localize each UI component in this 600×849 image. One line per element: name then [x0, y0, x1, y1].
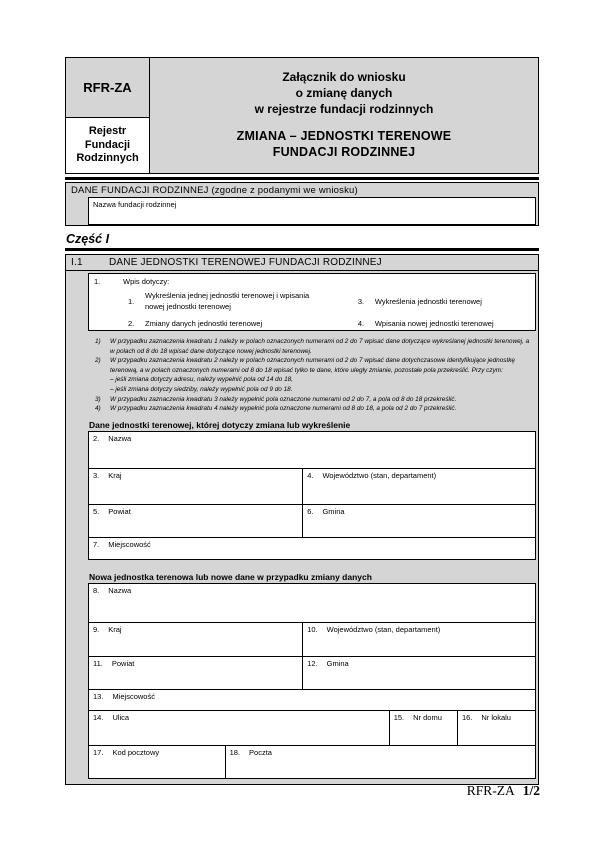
field-13-miejscowosc[interactable] [89, 690, 535, 710]
footnote-3 [95, 395, 532, 405]
registry-name: Rejestr Fundacji Rodzinnych [66, 118, 149, 173]
option-2-label: Zmiany danych jednostki terenowej [145, 318, 263, 328]
field-15-number: 15. [393, 712, 405, 722]
option-4-label: Wpisania nowej jednostki terenowej [374, 318, 494, 328]
attachment-title [255, 70, 434, 117]
field-13-number: 13. [93, 691, 104, 701]
field-13-label: Miejscowość [112, 691, 155, 701]
section-i1-body [66, 271, 538, 779]
field-5-label: Powiat [108, 506, 131, 516]
field-2-nazwa[interactable] [89, 432, 535, 468]
field-3-number: 3. [93, 470, 100, 480]
field-9-kraj[interactable] [89, 623, 302, 656]
footnote-2-number: 2) [95, 357, 101, 365]
footnote-3-number: 3) [95, 395, 101, 403]
field-9-number: 9. [93, 624, 100, 634]
new-unit-fields-table [88, 583, 536, 779]
foundation-name-label: Nazwa fundacji rodzinnej [93, 200, 177, 209]
foundation-name-field[interactable] [88, 197, 536, 225]
footer-form-code: RFR-ZA [466, 783, 515, 798]
field-16-nr-lokalu[interactable] [457, 711, 535, 745]
attachment-title-line1: Załącznik do wniosku [282, 70, 406, 85]
page-footer [0, 783, 600, 799]
footnote-2 [95, 356, 532, 394]
field-16-number: 16. [461, 712, 473, 722]
entry-type-option-2[interactable] [89, 318, 330, 329]
field-8-label: Nazwa [108, 585, 132, 595]
form-header-titles [150, 58, 538, 173]
section-i1-title: DANE JEDNOSTKI TERENOWEJ FUNDACJI RODZINNEJ [109, 257, 382, 268]
field-12-gmina[interactable] [302, 657, 535, 689]
field-12-label: Gmina [326, 658, 349, 668]
field-1-number: 1. [94, 277, 101, 286]
field-14-ulica[interactable] [89, 711, 389, 745]
field-2-number: 2. [93, 433, 100, 443]
subsection-new-heading: Nowa jednostka terenowa lub nowe dane w przypadku zmiany danych [89, 571, 372, 582]
field-7-miejscowosc[interactable] [89, 538, 535, 559]
section-i1-number: I.1 [71, 257, 83, 268]
double-rule-top [65, 177, 539, 180]
field-18-poczta[interactable] [225, 746, 535, 778]
double-rule-part [65, 248, 539, 251]
attachment-title-line3: w rejestrze fundacji rodzinnych [254, 101, 434, 116]
field-15-nr-domu[interactable] [389, 711, 457, 745]
footnote-2-subitem-2: – jeśli zmiana dotyczy siedziby, należy wypełnić pola od 9 do 18. [110, 386, 293, 394]
field-4-number: 4. [307, 470, 314, 480]
foundation-data-section [65, 182, 539, 226]
field-2-label: Nazwa [108, 433, 132, 443]
field-11-number: 11. [93, 658, 103, 668]
option-1-label: Wykreślenia jednej jednostki terenowej i wpisania nowej jednostki terenowej [145, 291, 310, 312]
option-3-number: 3. [357, 296, 365, 306]
section-i1-header [66, 255, 538, 271]
field-5-powiat[interactable] [89, 505, 302, 537]
option-2-number: 2. [128, 318, 135, 328]
field-1-label-row [89, 274, 535, 286]
old-unit-fields-table [88, 431, 536, 560]
entry-type-option-3[interactable] [330, 290, 535, 313]
foundation-section-title: DANE FUNDACJI RODZINNEJ (zgodne z podanymi we wniosku) [71, 185, 358, 196]
field-6-number: 6. [307, 506, 314, 516]
field-7-label: Miejscowość [108, 539, 151, 549]
footnote-1-number: 1) [95, 338, 101, 345]
entry-type-options-row1 [89, 290, 535, 313]
field-3-kraj[interactable] [89, 469, 302, 504]
form-title [237, 128, 452, 161]
field-16-label: Nr lokalu [481, 712, 511, 722]
field-6-gmina[interactable] [302, 505, 535, 537]
footnote-4-text: W przypadku zaznaczenia kwadratu 4 należy wypełnić pola oznaczone numerami od 8 do 18, a pola od 2 do 7 przekreślić. [110, 405, 457, 413]
field-10-number: 10. [307, 624, 318, 634]
attachment-title-line2: o zmianę danych [295, 85, 393, 100]
rfr-za-form [65, 57, 539, 785]
field-18-label: Poczta [249, 747, 272, 757]
form-title-line1: ZMIANA – JEDNOSTKI TERENOWE [236, 129, 452, 144]
form-header-left [66, 58, 150, 173]
form-header [65, 57, 539, 174]
field-10-wojewodztwo[interactable] [302, 623, 535, 656]
field-4-wojewodztwo[interactable] [302, 469, 535, 504]
entry-type-option-1[interactable] [89, 290, 330, 313]
section-i1 [65, 254, 539, 785]
footnote-2-text: W przypadku zaznaczenia kwadratu 2 należy w polach oznaczonych numerami od 2 do 7 wpisać dane dotychczasowe identyfikujące jednostkę terenową, a w polach oznaczonych numerami od 8 do 18 wpisać tylko te dane, które uległy zmianie, pozostałe pola przekreślić. Przy czym: [110, 357, 515, 374]
field-5-number: 5. [93, 506, 100, 516]
footnote-3-text: W przypadku zaznaczenia kwadratu 3 należy wypełnić pola oznaczone numerami od 2 do 7, a pola od 8 do 18 przekreślić. [110, 395, 457, 403]
field-12-number: 12. [307, 658, 318, 668]
option-4-number: 4. [357, 318, 365, 328]
field-11-label: Powiat [111, 658, 135, 668]
entry-type-option-4[interactable] [330, 318, 535, 329]
option-3-label: Wykreślenia jednostki terenowej [374, 296, 482, 306]
field-9-label: Kraj [108, 624, 122, 634]
entry-type-options-row2 [89, 318, 535, 329]
field-1-label: Wpis dotyczy: [123, 277, 170, 286]
footnote-4-number: 4) [95, 405, 101, 413]
field-3-label: Kraj [108, 470, 122, 480]
part-label: Część I [66, 232, 110, 246]
field-14-label: Ulica [112, 712, 130, 722]
field-8-nazwa[interactable] [89, 584, 535, 622]
field-17-number: 17. [93, 747, 104, 757]
footnote-4 [95, 404, 532, 414]
field-17-label: Kod pocztowy [112, 747, 160, 757]
field-4-label: Województwo (stan, departament) [322, 470, 437, 480]
field-14-number: 14. [93, 712, 104, 722]
subsection-old-heading: Dane jednostki terenowej, której dotyczy zmiana lub wykreślenie [89, 419, 351, 430]
field-18-number: 18. [229, 747, 241, 757]
field-17-kod-pocztowy[interactable] [89, 746, 225, 778]
form-title-line2: FUNDACJI RODZINNEJ [272, 145, 416, 160]
footnote-1-text: W przypadku zaznaczenia kwadratu 1 należy w polach oznaczonych numerami od 2 do 7 wpisać dane dotyczące wykreślanej jednostki terenowej, a w polach od 8 do 18 wpisać dane dotyczące nowej jednostki terenowej. [110, 338, 530, 355]
field-10-label: Województwo (stan, departament) [326, 624, 441, 634]
field-6-label: Gmina [322, 506, 345, 516]
field-15-label: Nr domu [413, 712, 442, 722]
form-code: RFR-ZA [66, 58, 149, 118]
field-8-number: 8. [93, 585, 100, 595]
footnote-2-subitem-1: – jeśli zmiana dotyczy adresu, należy wypełnić pola od 14 do 18, [110, 376, 293, 384]
footer-page-number: 1/2 [522, 783, 540, 798]
field-7-number: 7. [93, 539, 100, 549]
footnotes [88, 337, 536, 414]
option-1-number: 1. [128, 296, 135, 306]
footnote-1 [95, 337, 532, 356]
field-1-entry-type[interactable] [88, 273, 536, 331]
field-11-powiat[interactable] [89, 657, 302, 689]
